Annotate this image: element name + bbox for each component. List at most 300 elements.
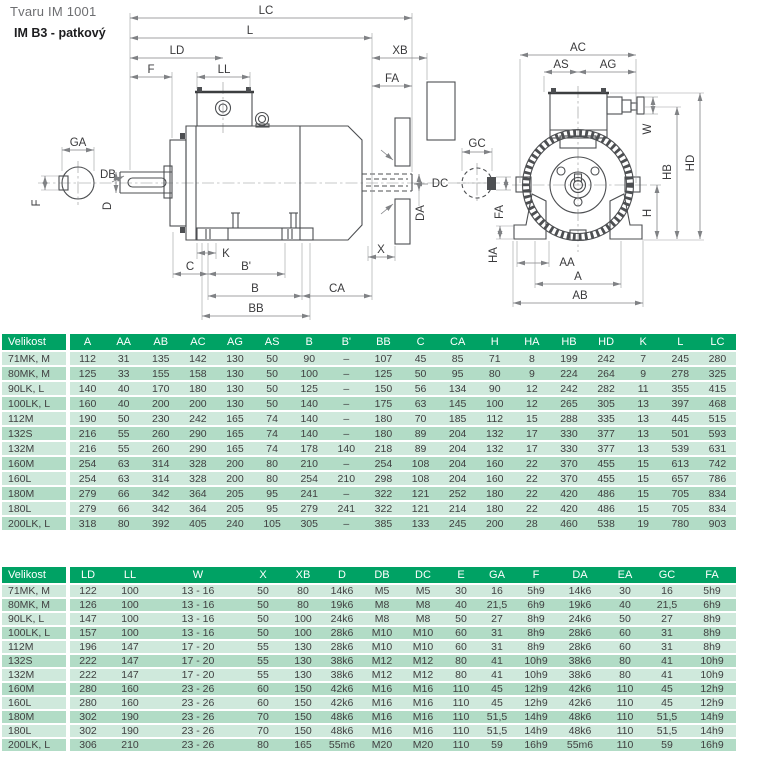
value-cell: M10 [362,626,402,640]
value-cell: 903 [699,516,736,531]
value-cell: 28 [513,516,550,531]
row-label-cell: 160L [2,696,68,710]
value-cell: 230 [142,411,179,426]
column-header: FA [688,567,736,584]
dim-label-f-top: F [147,64,155,76]
value-cell: 6h9 [516,598,556,612]
value-cell: 50 [242,612,284,626]
column-header: EA [604,567,646,584]
value-cell: 385 [365,516,402,531]
value-cell: 28k6 [322,640,362,654]
value-cell: 15 [513,411,550,426]
value-cell: 60 [604,640,646,654]
value-cell: 593 [699,426,736,441]
value-cell: 31 [105,351,142,366]
column-header: LC [699,334,736,351]
rear-shaft-section-view [414,138,511,221]
value-cell: 50 [242,584,284,598]
table-row [2,351,736,366]
table-row [2,724,736,738]
value-cell: 252 [439,486,476,501]
value-cell: 134 [439,381,476,396]
value-cell: 51,5 [478,710,516,724]
value-cell: 89 [402,426,439,441]
dim-label-b: B [251,283,259,295]
value-cell: 51,5 [646,710,688,724]
value-cell: 63 [105,471,142,486]
column-header: HB [550,334,587,351]
value-cell: 24k6 [322,612,362,626]
value-cell: 40 [105,396,142,411]
value-cell: 135 [142,351,179,366]
value-cell: 240 [216,516,253,531]
table-row [2,668,736,682]
value-cell: 9 [513,366,550,381]
value-cell: 110 [604,738,646,752]
value-cell: 486 [588,486,625,501]
value-cell: 364 [179,486,216,501]
table-row [2,612,736,626]
column-header: L [662,334,699,351]
value-cell: M16 [402,724,444,738]
value-cell: 132 [476,441,513,456]
dim-label-w: W [642,123,654,135]
value-cell: 165 [284,738,322,752]
value-cell: 33 [105,366,142,381]
value-cell: 55 [242,668,284,682]
value-cell: 16h9 [516,738,556,752]
value-cell: M16 [362,710,402,724]
value-cell: M5 [362,584,402,598]
value-cell: 210 [106,738,154,752]
value-cell: 180 [365,426,402,441]
value-cell: 48k6 [556,710,604,724]
value-cell: 60 [242,696,284,710]
value-cell: 222 [68,654,106,668]
value-cell: 50 [242,598,284,612]
value-cell: 322 [365,486,402,501]
column-header: DA [556,567,604,584]
value-cell: 330 [550,426,587,441]
value-cell: 42k6 [556,696,604,710]
value-cell: 30 [604,584,646,598]
value-cell: M8 [362,612,402,626]
value-cell: 55 [105,441,142,456]
value-cell: 318 [68,516,105,531]
value-cell: 51,5 [478,724,516,738]
value-cell: 180 [476,486,513,501]
value-cell: 204 [439,426,476,441]
value-cell: 38k6 [556,668,604,682]
value-cell: 8h9 [688,626,736,640]
value-cell: 100 [476,396,513,411]
value-cell: 50 [254,396,291,411]
dim-label-ga: GA [69,137,87,149]
value-cell: 377 [588,441,625,456]
value-cell: M8 [402,612,444,626]
value-cell: 51,5 [646,724,688,738]
value-cell: 147 [106,654,154,668]
value-cell: 66 [105,501,142,516]
value-cell: 55 [242,640,284,654]
value-cell: 74 [254,411,291,426]
value-cell: 42k6 [556,682,604,696]
value-cell: 100 [106,612,154,626]
row-label-cell: 132M [2,441,68,456]
value-cell: 210 [328,471,365,486]
value-cell: 21,5 [478,598,516,612]
value-cell: 306 [68,738,106,752]
value-cell: 260 [142,441,179,456]
value-cell: 245 [439,516,476,531]
value-cell: 63 [105,456,142,471]
value-cell: 786 [699,471,736,486]
value-cell: 280 [68,696,106,710]
value-cell: 205 [216,501,253,516]
value-cell: 80 [444,668,478,682]
value-cell: 242 [550,381,587,396]
value-cell: 41 [646,654,688,668]
value-cell: 278 [662,366,699,381]
value-cell: 218 [365,441,402,456]
value-cell: 397 [662,396,699,411]
value-cell: 130 [216,381,253,396]
value-cell: 170 [142,381,179,396]
value-cell: 204 [439,471,476,486]
table-row [2,654,736,668]
dim-label-f-left: F [31,199,43,207]
value-cell: 420 [550,486,587,501]
value-cell: 328 [179,456,216,471]
row-label-cell: 100LK, L [2,396,68,411]
table-row [2,456,736,471]
dim-label-bb: BB [248,303,264,315]
value-cell: 147 [106,640,154,654]
value-cell: 302 [68,710,106,724]
value-cell: 27 [646,612,688,626]
value-cell: 204 [439,456,476,471]
column-header: F [516,567,556,584]
dim-label-ab: AB [572,290,588,302]
value-cell: 60 [444,626,478,640]
value-cell: 41 [646,668,688,682]
value-cell: 140 [291,396,328,411]
column-header: D [322,567,362,584]
value-cell: 165 [216,441,253,456]
dim-label-lc: LC [258,5,274,17]
value-cell: 14k6 [322,584,362,598]
value-cell: 190 [106,724,154,738]
value-cell: 314 [142,456,179,471]
value-cell: 214 [439,501,476,516]
table-row [2,501,736,516]
value-cell: 150 [284,682,322,696]
value-cell: 55m6 [556,738,604,752]
column-header-velikost: Velikost [2,334,68,351]
column-header: DB [362,567,402,584]
dim-label-ag: AG [599,59,617,71]
value-cell: 48k6 [322,710,362,724]
value-cell: 241 [328,501,365,516]
value-cell: M12 [362,654,402,668]
value-cell: 126 [68,598,106,612]
value-cell: 30 [444,584,478,598]
value-cell: M16 [362,696,402,710]
value-cell: 160 [476,456,513,471]
value-cell: 23 - 26 [154,738,242,752]
side-view-dimensions [130,5,427,320]
row-label-cell: 112M [2,640,68,654]
value-cell: 342 [142,501,179,516]
value-cell: 147 [106,668,154,682]
value-cell: 415 [699,381,736,396]
value-cell: 50 [254,381,291,396]
value-cell: 455 [588,456,625,471]
shaft-section-view [31,137,94,207]
value-cell: 95 [254,486,291,501]
value-cell: 80 [254,471,291,486]
value-cell: 205 [216,486,253,501]
value-cell: 14h9 [516,710,556,724]
value-cell: 80 [105,516,142,531]
value-cell: 13 - 16 [154,612,242,626]
value-cell: 288 [550,411,587,426]
value-cell: 200 [142,396,179,411]
value-cell: 377 [588,426,625,441]
value-cell: 455 [588,471,625,486]
value-cell: 74 [254,426,291,441]
value-cell: 190 [68,411,105,426]
value-cell: 6h9 [688,598,736,612]
value-cell: 12h9 [516,682,556,696]
column-header: HD [588,334,625,351]
value-cell: 28k6 [322,626,362,640]
value-cell: 23 - 26 [154,696,242,710]
value-cell: 242 [179,411,216,426]
value-cell: 13 - 16 [154,598,242,612]
value-cell: 140 [68,381,105,396]
value-cell: 50 [254,351,291,366]
value-cell: – [328,351,365,366]
column-header: LL [106,567,154,584]
value-cell: 31 [478,626,516,640]
table-row [2,441,736,456]
value-cell: 742 [699,456,736,471]
value-cell: 80 [604,654,646,668]
value-cell: 140 [328,441,365,456]
value-cell: 265 [550,396,587,411]
value-cell: 322 [365,501,402,516]
value-cell: 260 [142,426,179,441]
value-cell: 31 [478,640,516,654]
value-cell: 15 [625,486,662,501]
value-cell: 108 [402,456,439,471]
value-cell: 5h9 [688,584,736,598]
value-cell: 8h9 [516,626,556,640]
value-cell: – [328,381,365,396]
value-cell: 834 [699,486,736,501]
value-cell: 17 [513,426,550,441]
row-label-cell: 90LK, L [2,381,68,396]
value-cell: 48k6 [322,724,362,738]
value-cell: 254 [365,456,402,471]
value-cell: 42k6 [322,696,362,710]
value-cell: 254 [291,471,328,486]
value-cell: 17 - 20 [154,668,242,682]
value-cell: 305 [588,396,625,411]
dim-label-hb: HB [662,164,674,180]
row-label-cell: 71MK, M [2,584,68,598]
value-cell: 539 [662,441,699,456]
value-cell: 80 [284,598,322,612]
value-cell: 196 [68,640,106,654]
value-cell: 165 [216,411,253,426]
value-cell: 254 [68,471,105,486]
value-cell: 12h9 [688,696,736,710]
value-cell: 305 [291,516,328,531]
value-cell: 13 [625,426,662,441]
technical-drawing [0,0,762,330]
value-cell: – [328,411,365,426]
value-cell: 420 [550,501,587,516]
value-cell: 22 [513,471,550,486]
value-cell: 140 [291,426,328,441]
value-cell: M16 [402,710,444,724]
value-cell: 130 [284,668,322,682]
value-cell: 80 [444,654,478,668]
value-cell: 10h9 [516,668,556,682]
dim-label-dc: DC [431,178,449,190]
value-cell: 10h9 [688,654,736,668]
value-cell: – [328,486,365,501]
value-cell: 330 [550,441,587,456]
table-row [2,381,736,396]
value-cell: 50 [254,366,291,381]
value-cell: 12 [513,396,550,411]
value-cell: 279 [68,486,105,501]
value-cell: 90 [291,351,328,366]
row-label-cell: 180L [2,724,68,738]
value-cell: 70 [242,724,284,738]
value-cell: 160 [68,396,105,411]
value-cell: 185 [439,411,476,426]
value-cell: 145 [439,396,476,411]
value-cell: 200 [216,471,253,486]
column-header: B [291,334,328,351]
table-row [2,738,736,752]
value-cell: 16h9 [688,738,736,752]
row-label-cell: 200LK, L [2,516,68,531]
value-cell: 705 [662,486,699,501]
column-header: E [444,567,478,584]
value-cell: 90 [476,381,513,396]
value-cell: 19k6 [556,598,604,612]
value-cell: 834 [699,501,736,516]
row-label-cell: 132S [2,426,68,441]
value-cell: 16 [646,584,688,598]
row-label-cell: 200LK, L [2,738,68,752]
dim-label-gc: GC [468,138,486,150]
value-cell: 45 [478,682,516,696]
value-cell: 370 [550,456,587,471]
row-label-cell: 80MK, M [2,598,68,612]
value-cell: 242 [588,351,625,366]
value-cell: M8 [402,598,444,612]
value-cell: 158 [179,366,216,381]
value-cell: 355 [662,381,699,396]
value-cell: 28k6 [556,640,604,654]
row-label-cell: 160L [2,471,68,486]
value-cell: 140 [291,411,328,426]
value-cell: 100 [106,626,154,640]
value-cell: 110 [604,724,646,738]
table-row [2,696,736,710]
value-cell: – [328,516,365,531]
value-cell: 48k6 [556,724,604,738]
front-view [514,88,704,241]
dim-label-a: A [574,271,582,283]
value-cell: 22 [513,486,550,501]
value-cell: 14h9 [516,724,556,738]
value-cell: 264 [588,366,625,381]
table-row [2,682,736,696]
value-cell: 22 [513,501,550,516]
side-view [100,87,412,240]
value-cell: 60 [242,682,284,696]
value-cell: 216 [68,426,105,441]
value-cell: 279 [291,501,328,516]
column-header: K [625,334,662,351]
table-row [2,411,736,426]
value-cell: 150 [365,381,402,396]
value-cell: 200 [216,456,253,471]
value-cell: 631 [699,441,736,456]
column-header: C [402,334,439,351]
value-cell: 280 [68,682,106,696]
column-header: GC [646,567,688,584]
value-cell: 132 [476,426,513,441]
value-cell: 11 [625,381,662,396]
value-cell: 15 [625,456,662,471]
value-cell: 41 [478,654,516,668]
dimensions-table-shaft [2,567,736,753]
value-cell: – [328,366,365,381]
value-cell: 110 [444,724,478,738]
value-cell: 122 [68,584,106,598]
value-cell: 63 [402,396,439,411]
value-cell: 15 [625,471,662,486]
table-row [2,486,736,501]
value-cell: 45 [478,696,516,710]
value-cell: 705 [662,501,699,516]
value-cell: M10 [402,640,444,654]
value-cell: 31 [646,640,688,654]
value-cell: 19k6 [322,598,362,612]
value-cell: 13 [625,396,662,411]
value-cell: 150 [284,710,322,724]
value-cell: 110 [444,738,478,752]
row-label-cell: 71MK, M [2,351,68,366]
row-label-cell: 112M [2,411,68,426]
value-cell: 405 [179,516,216,531]
value-cell: 8h9 [688,612,736,626]
value-cell: 298 [365,471,402,486]
value-cell: 80 [284,584,322,598]
row-label-cell: 80MK, M [2,366,68,381]
column-header: HA [513,334,550,351]
value-cell: 107 [365,351,402,366]
value-cell: M8 [362,598,402,612]
